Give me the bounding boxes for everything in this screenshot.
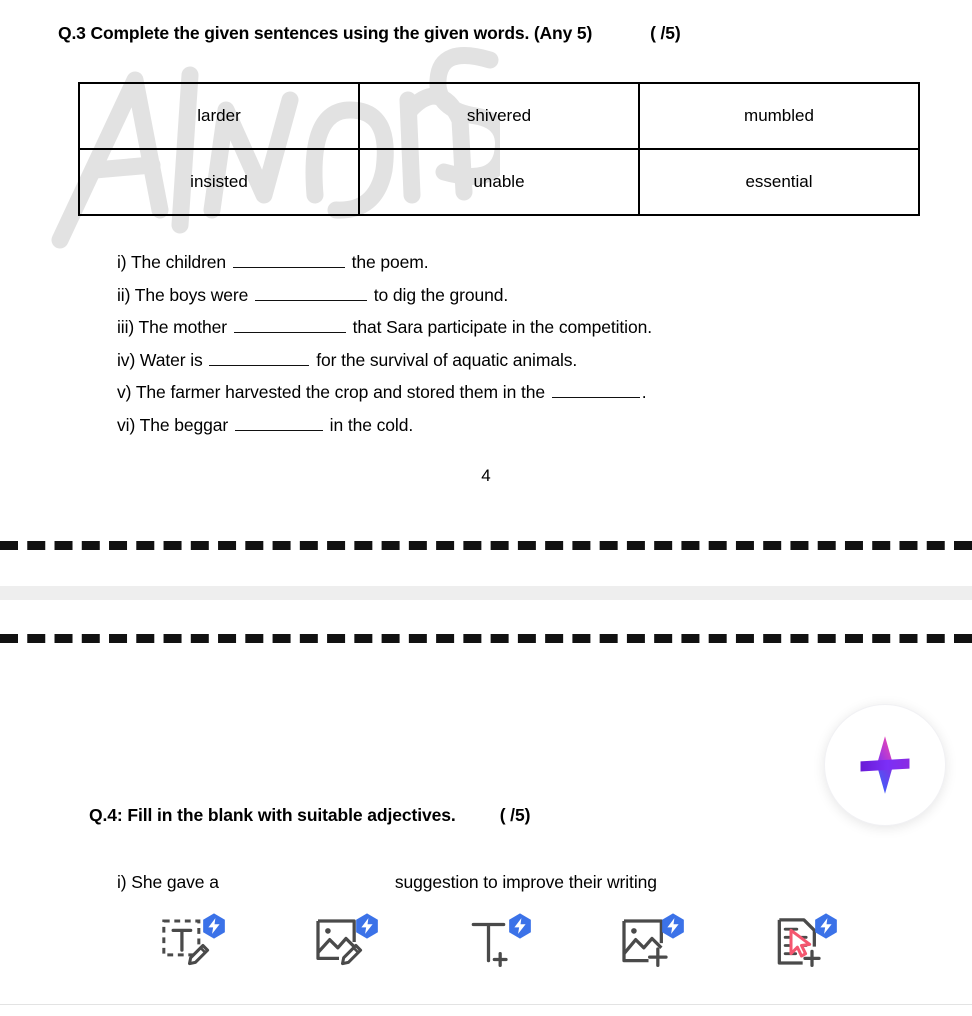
word-cell: shivered: [359, 83, 639, 149]
page-gutter-band: [0, 586, 972, 600]
edit-image-button[interactable]: [303, 906, 375, 978]
sentence-suffix: to dig the ground.: [373, 284, 509, 305]
page-separator-bottom: [0, 634, 972, 643]
sentence-prefix: iii) The mother: [117, 317, 228, 337]
sentence-suffix: the poem.: [351, 252, 429, 272]
list-item: [117, 409, 652, 442]
bolt-icon: [353, 912, 381, 940]
answer-blank: [209, 350, 309, 366]
sentence-suffix: for the survival of aquatic animals.: [316, 349, 578, 370]
sentence-suffix: .: [641, 382, 647, 402]
bolt-icon: [659, 912, 687, 940]
word-bank-table: [78, 82, 920, 216]
sentence-prefix: i) The children: [117, 252, 227, 272]
ai-bolt-badge: [353, 912, 381, 940]
ai-bolt-badge: [200, 912, 228, 940]
sentence-suffix: that Sara participate in the competition.: [352, 317, 652, 337]
add-interactive-button[interactable]: [762, 906, 834, 978]
ai-bolt-badge: [506, 912, 534, 940]
list-item: [117, 344, 652, 377]
bolt-icon: [200, 912, 228, 940]
word-cell: larder: [79, 83, 359, 149]
page-separator-top: [0, 541, 972, 550]
sentence-prefix: v) The farmer harvested the crop and stored them in the: [117, 382, 546, 402]
list-item: [117, 376, 652, 409]
sentence-prefix: ii) The boys were: [117, 284, 249, 305]
answer-blank: [552, 382, 640, 398]
sentence-prefix: i) She gave a: [117, 872, 219, 892]
page-number: 4: [481, 466, 491, 485]
list-item: [117, 279, 652, 312]
toolbar-button-group: [150, 906, 834, 978]
q3-score-marker: ( /5): [650, 23, 681, 43]
bolt-icon: [506, 912, 534, 940]
q3-sentence-list: [117, 246, 652, 441]
sentence-suffix: suggestion to improve their writing: [394, 872, 657, 892]
sentence-suffix: in the cold.: [329, 414, 414, 435]
word-cell: insisted: [79, 149, 359, 215]
q4-first-item: [117, 872, 657, 893]
ai-sparkle-icon: [849, 729, 921, 801]
answer-blank: [235, 415, 323, 431]
toolbar-bottom-divider: [0, 1004, 972, 1005]
sentence-prefix: vi) The beggar: [117, 414, 229, 435]
table-row: [79, 83, 919, 149]
bolt-icon: [812, 912, 840, 940]
word-cell: mumbled: [639, 83, 919, 149]
ai-assistant-button[interactable]: [824, 704, 946, 826]
add-text-button[interactable]: [456, 906, 528, 978]
q3-heading-text: Q.3 Complete the given sentences using the given words. (Any 5): [58, 23, 593, 43]
word-cell: unable: [359, 149, 639, 215]
table-row: [79, 149, 919, 215]
editor-toolbar: [0, 900, 972, 1016]
list-item: [117, 246, 652, 279]
q4-heading-text: Q.4: Fill in the blank with suitable adjectives.: [89, 805, 456, 825]
add-image-button[interactable]: [609, 906, 681, 978]
answer-blank: [233, 252, 345, 268]
list-item: [117, 311, 652, 344]
edit-text-button[interactable]: [150, 906, 222, 978]
answer-blank: [234, 317, 346, 333]
q3-heading: [58, 23, 681, 44]
word-cell: essential: [639, 149, 919, 215]
q4-heading: [89, 805, 530, 826]
ai-bolt-badge: [812, 912, 840, 940]
q4-score-marker: ( /5): [499, 805, 531, 825]
answer-blank: [255, 285, 367, 301]
sentence-prefix: iv) Water is: [117, 349, 203, 370]
ai-bolt-badge: [659, 912, 687, 940]
